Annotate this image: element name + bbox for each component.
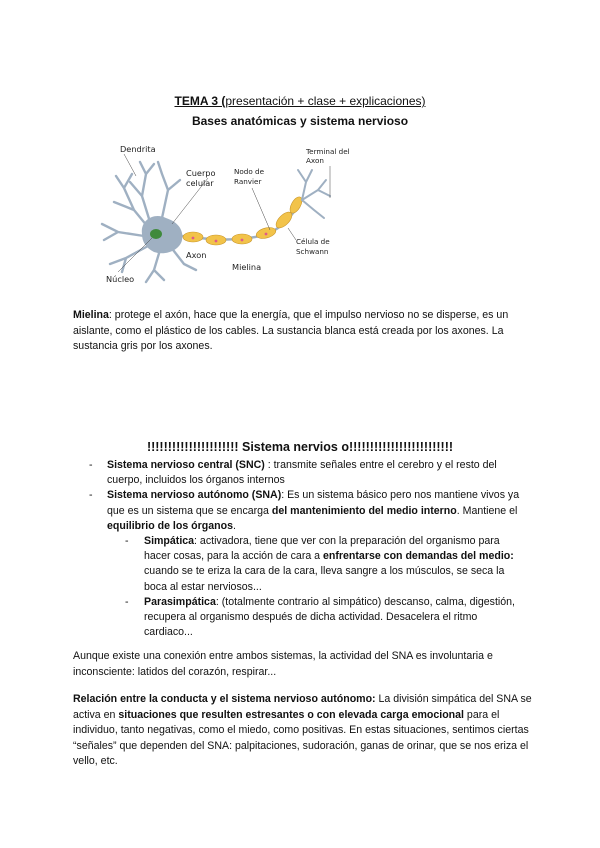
conexion-paragraph: Aunque existe una conexión entre ambos sistemas, la actividad del SNA es involuntaria e inconsciente: latidos del corazón, respirar... — [73, 650, 493, 678]
page-subtitle: Bases anatómicas y sistema nervioso — [191, 114, 409, 128]
relacion-paragraph: Relación entre la conducta y el sistema nervioso autónomo: La división simpática del SNA se activa en situaciones que resulten estresantes o con elevada carga emocional para el individuo, tanto negativas, como el miedo, como positivas. En estas situaciones, sentimos ciertas “señales” que dependen del SNA: palpitaciones, sudoración, ganas de orinar, que se nos eriza el vello, etc. — [73, 693, 532, 767]
label-terminal-2: Axon — [306, 156, 324, 165]
label-celula-1: Célula de — [296, 237, 330, 246]
list-item-sna: - Sistema nervioso autónomo (SNA): Es un sistema básico pero nos mantiene vivos ya que es un sistema que se encarga del mantenimiento del medio interno. Mantiene el equilibrio de los órganos. - Simpática: activadora, tiene que ver con la preparación del organismo para hacer cosas, para la acción de cara a enfrentarse con demandas del medio: cuando se te eriza la cara de la cara, lleva sangre a los músculos, se seca la boca al estar nerviosos... - Parasimpática: (totalmente contrario al simpático) descanso, calma, digestión, recupera al organismo después de dicha actividad. Desacelera el ritmo cardiaco... — [86, 488, 526, 640]
label-nodo-2: Ranvier — [234, 177, 262, 186]
label-terminal-1: Terminal del — [306, 147, 350, 156]
cell-body — [142, 216, 183, 253]
myelin-sheath — [183, 195, 304, 245]
label-nucleo: Núcleo — [106, 274, 135, 284]
axon-terminals — [298, 170, 330, 218]
list-item-snc: - Sistema nervioso central (SNC) : transmite señales entre el cerebro y el resto del cuerpo, incluidos los órganos internos — [86, 458, 526, 488]
label-cuerpo-2: celular — [186, 178, 214, 188]
section-title: !!!!!!!!!!!!!!!!!!!!!! Sistema nervios o!!!!!!!!!!!!!!!!!!!!!!!!! — [146, 440, 454, 454]
label-celula-2: Schwann — [296, 247, 329, 256]
label-dendrita: Dendrita — [120, 144, 156, 154]
label-nodo-1: Nodo de — [234, 167, 265, 176]
list-item-simpatica: - Simpática: activadora, tiene que ver con la preparación del organismo para hacer cosas, para la acción de cara a enfrentarse con demandas del medio: cuando se te eriza la cara de la cara, lleva sangre a los músculos, se seca la boca al estar nerviosos... — [107, 534, 526, 595]
nucleus — [150, 229, 162, 239]
label-cuerpo-1: Cuerpo — [186, 168, 216, 178]
label-mielina: Mielina — [232, 262, 262, 272]
sna-subdivisions-list — [107, 534, 526, 640]
page-title: TEMA 3 (presentación + clase + explicaciones) — [174, 94, 426, 108]
neuron-diagram — [92, 140, 372, 288]
mielina-paragraph: Mielina: protege el axón, hace que la energía, que el impulso nervioso no se disperse, es un aislante, como el plástico de los cables. La sustancia blanca está creada por los axones. La sustancia gris por los axones. — [73, 309, 509, 352]
list-item-parasimpatica: - Parasimpática: (totalmente contrario al simpático) descanso, calma, digestión, recupera al organismo después de dicha actividad. Desacelera el ritmo cardiaco... — [107, 595, 526, 641]
nervous-system-list — [86, 458, 526, 640]
label-axon: Axon — [186, 250, 207, 260]
